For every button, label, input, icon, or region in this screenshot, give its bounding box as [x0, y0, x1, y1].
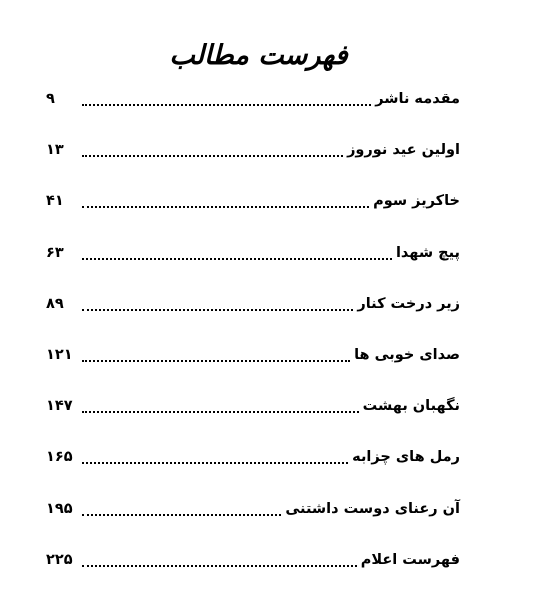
toc-entry-title: اولین عید نوروز [347, 142, 460, 159]
toc-page-number: ۱۲۱ [46, 346, 73, 363]
toc-entry-chazabeh-sands [46, 442, 460, 493]
dot-leader [82, 238, 392, 268]
toc-page-number: ۴۱ [46, 193, 64, 210]
page-title: فهرست مطالب [169, 40, 348, 71]
toc-page-number: ۹ [46, 91, 55, 107]
dot-leader [82, 340, 350, 370]
toc-entry-that-lovely-one [46, 494, 460, 545]
toc-entry-title: پیچ شهدا [395, 244, 460, 261]
toc-entry-title: فهرست اعلام [360, 551, 460, 568]
toc-entry-index [46, 545, 460, 596]
dot-leader [82, 84, 371, 114]
toc-page-number: ۱۴۷ [46, 398, 73, 415]
toc-entry-publisher-intro [46, 84, 460, 135]
table-of-contents [46, 84, 460, 596]
toc-entry-first-nowruz [46, 135, 460, 186]
toc-page-number: ۸۹ [46, 295, 64, 312]
toc-page-number: ۱۹۵ [46, 500, 73, 517]
toc-entry-title: مقدمه ناشر [375, 91, 460, 107]
dot-leader [82, 135, 343, 165]
toc-entry-title: زیر درخت کنار [357, 295, 460, 312]
dot-leader [82, 442, 348, 472]
dot-leader [82, 391, 359, 421]
toc-entry-title: رمل های چزابه [352, 449, 460, 466]
dot-leader [82, 289, 353, 319]
toc-page-number: ۱۳ [46, 142, 64, 159]
toc-entry-title: آن رعنای دوست داشتنی [285, 500, 460, 517]
toc-entry-martyrs-bend [46, 238, 460, 289]
toc-entry-title: خاکریز سوم [373, 193, 460, 210]
toc-entry-third-trench [46, 186, 460, 237]
toc-entry-title: صدای خوبی ها [354, 346, 460, 363]
dot-leader [82, 494, 281, 524]
toc-page-number: ۱۶۵ [46, 449, 73, 466]
toc-entry-under-konar-tree [46, 289, 460, 340]
toc-entry-title: نگهبان بهشت [362, 398, 460, 415]
dot-leader [82, 186, 369, 216]
dot-leader [82, 545, 357, 575]
toc-page-number: ۶۳ [46, 244, 64, 261]
toc-entry-voice-of-goodness [46, 340, 460, 391]
toc-entry-guardian-of-paradise [46, 391, 460, 442]
toc-page-number: ۲۲۵ [46, 551, 73, 568]
